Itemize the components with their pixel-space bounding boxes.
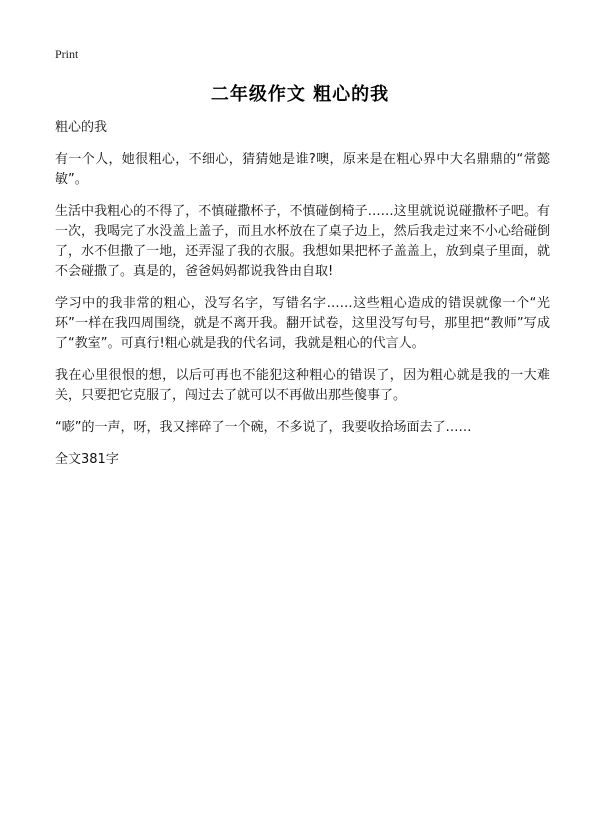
word-count: 全文381字 <box>55 452 119 467</box>
paragraph: 生活中我粗心的不得了，不慎碰撒杯子，不慎碰倒椅子……这里就说说碰撒杯子吧。有一次，我喝完了水没盖上盖子，而且水杯放在了桌子边上，然后我走过来不小心给碰倒了，水不但撒了一地，还弄湿了我的衣服。我想如果把杯子盖盖上，放到桌子里面，就不会碰撒了。真是的，爸爸妈妈都说我咎由自取! <box>55 204 550 279</box>
article-subtitle: 粗心的我 <box>55 120 108 135</box>
paragraph: 我在心里很恨的想，以后可再也不能犯这种粗心的错误了，因为粗心就是我的一大难关，只要把它克服了，闯过去了就可以不再做出那些傻事了。 <box>55 368 550 403</box>
print-link[interactable]: Print <box>55 47 79 61</box>
paragraph: 有一个人，她很粗心，不细心，猜猜她是谁?噢，原来是在粗心界中大名鼎鼎的“常懿敏”。 <box>55 152 550 187</box>
page-title: 二年级作文 粗心的我 <box>210 84 390 105</box>
paragraph: “嘭”的一声，呀，我又摔碎了一个碗，不多说了，我要收拾场面去了…… <box>55 420 472 435</box>
article-body <box>55 118 550 482</box>
paragraph: 学习中的我非常的粗心，没写名字，写错名字……这些粗心造成的错误就像一个“光环”一样在我四周围绕，就是不离开我。翻开试卷，这里没写句号，那里把“教师”写成了“教室”。可真行!粗心就是我的代名词，我就是粗心的代言人。 <box>55 296 550 351</box>
